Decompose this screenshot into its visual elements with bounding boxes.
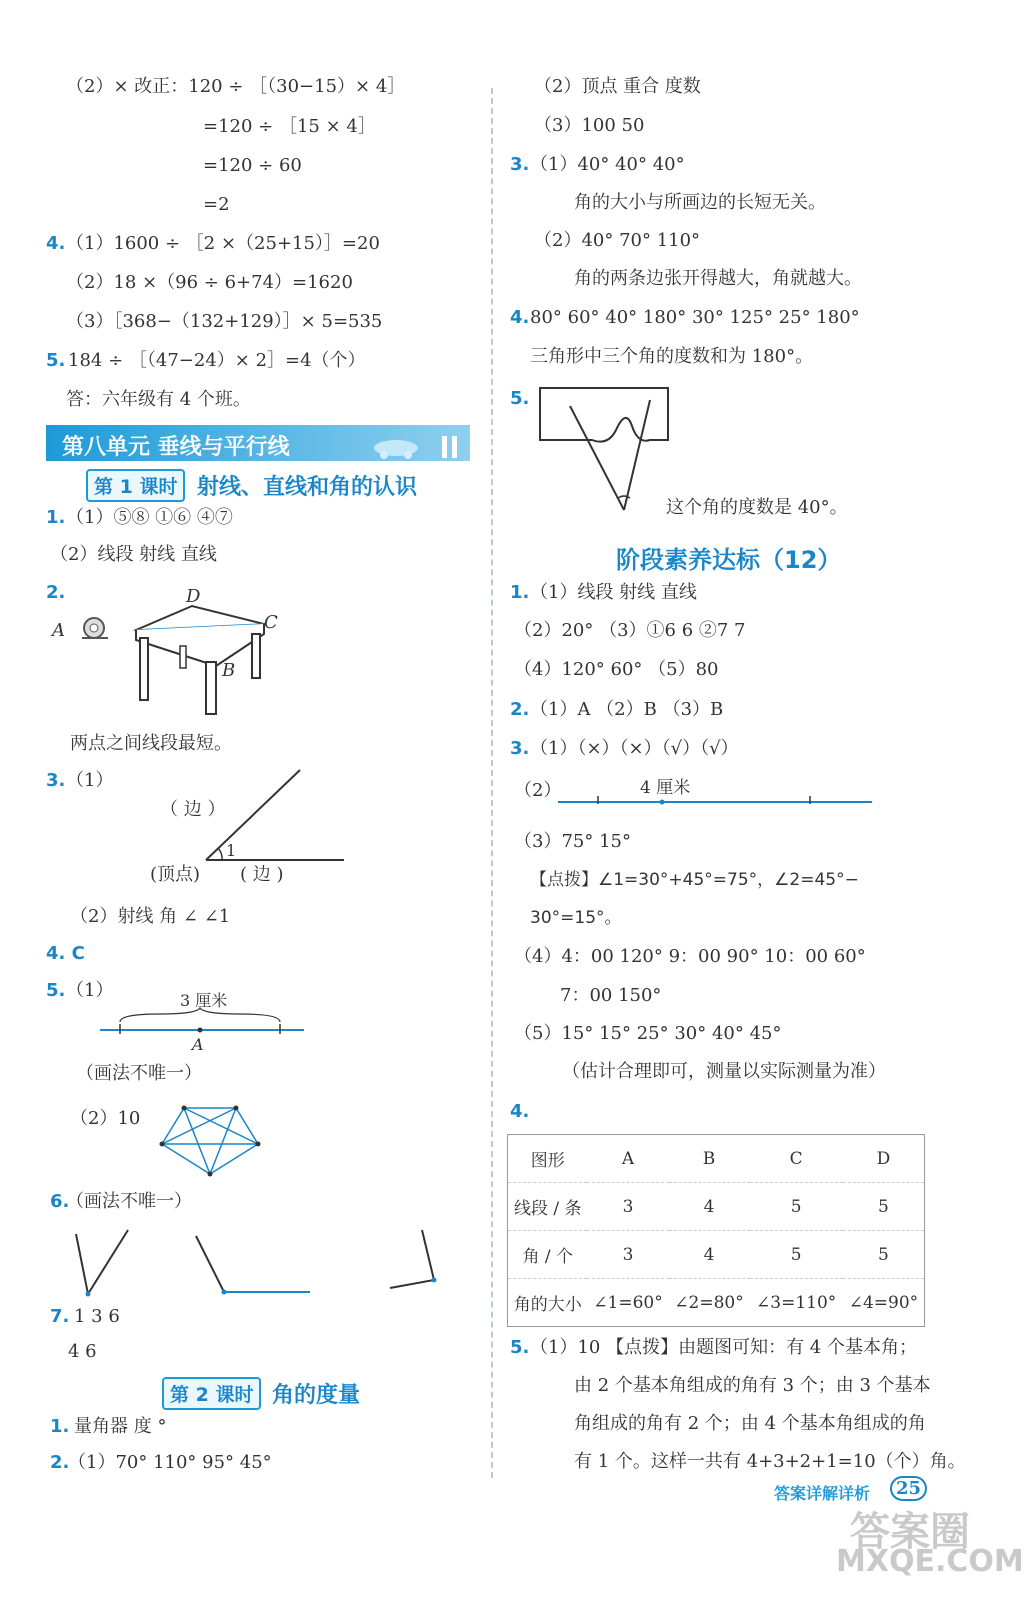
table-cell: ∠2=80° — [669, 1279, 750, 1327]
a3-3: （3）75° 15° — [514, 831, 631, 852]
s7-2: 4 6 — [68, 1341, 97, 1362]
q5-1: 184 ÷ ［（47−24）× 2］=4（个） — [68, 350, 366, 371]
q4-2: （2）18 ×（96 ÷ 6+74）=1620 — [66, 272, 353, 293]
s2-label-c: C — [264, 612, 278, 633]
s1-2: （2）线段 射线 直线 — [50, 544, 217, 565]
s3-vertex: (顶点) — [150, 864, 201, 885]
table-header-cell: 图形 — [508, 1135, 588, 1183]
pentagon-figure — [160, 1104, 264, 1178]
q5-number: 5. — [46, 350, 66, 371]
angles-figure — [70, 1226, 442, 1298]
r4-1: 80° 60° 40° 180° 30° 125° 25° 180° — [530, 307, 860, 328]
ruler-segment — [556, 796, 876, 808]
s6-note: （画法不唯一） — [66, 1191, 192, 1212]
a3-7: （估计合理即可，测量以实际测量为准） — [562, 1061, 886, 1082]
s7-number: 7. — [50, 1306, 70, 1327]
table-cell: ∠1=60° — [587, 1279, 668, 1327]
s5-point-a: A — [192, 1035, 204, 1054]
r2-2: （2）顶点 重合 度数 — [534, 76, 701, 97]
a5-4: 有 1 个。这样一共有 4+3+2+1=10（个）角。 — [574, 1451, 966, 1472]
s1-1: （1）⑤⑧ ①⑥ ④⑦ — [66, 507, 233, 528]
s1-number: 1. — [46, 507, 66, 528]
r4-number: 4. — [510, 307, 530, 328]
lesson2-badge: 第 2 课时 — [162, 1377, 261, 1410]
table-cell: 3 — [587, 1183, 668, 1231]
table-row — [508, 1183, 925, 1231]
a1-number: 1. — [510, 582, 530, 603]
s3-2: （2）射线 角 ∠ ∠1 — [70, 906, 231, 927]
table-cell: ∠3=110° — [750, 1279, 843, 1327]
car-icon — [366, 434, 466, 460]
a2-number: 2. — [510, 699, 530, 720]
table-header-row — [508, 1135, 925, 1183]
r5-number: 5. — [510, 388, 530, 409]
r3-2: 角的大小与所画边的长短无关。 — [574, 192, 826, 213]
r5-answer: 这个角的度数是 40°。 — [666, 497, 848, 518]
s3-edge-bottom: ( 边 ) — [240, 864, 284, 885]
watermark-logo: 答案圈 — [850, 1509, 970, 1555]
a3-tip-2: 30°=15°。 — [530, 908, 622, 928]
a3-4: （4）4：00 120° 9：00 90° 10：00 60° — [514, 946, 866, 967]
s2-label-d: D — [186, 586, 201, 607]
q4-1: （1）1600 ÷ ［2 ×（25+15）］=20 — [66, 233, 380, 254]
table-header-cell: B — [669, 1135, 750, 1183]
lesson1-title: 射线、直线和角的认识 — [197, 475, 418, 500]
a3-length-label: 4 厘米 — [640, 778, 691, 798]
table-figure — [74, 586, 284, 716]
a3-2: （2） — [514, 780, 562, 801]
r3-4: 角的两条边张开得越大，角就越大。 — [574, 268, 862, 289]
r3-1: （1）40° 40° 40° — [530, 154, 685, 175]
s5-length-label: 3 厘米 — [180, 991, 228, 1010]
lesson2-title: 角的度量 — [272, 1383, 361, 1408]
table-cell: 5 — [750, 1231, 843, 1279]
table-cell: 4 — [669, 1231, 750, 1279]
unit-title: 第八单元 垂线与平行线 — [62, 435, 290, 460]
a3-5: 7：00 150° — [560, 985, 662, 1006]
a3-number: 3. — [510, 738, 530, 759]
r2-3: （3）100 50 — [534, 115, 645, 136]
r3-number: 3. — [510, 154, 530, 175]
s3-edge-top: （ 边 ） — [160, 799, 226, 820]
t1-answer: 量角器 度 ° — [74, 1416, 167, 1437]
table-cell: ∠4=90° — [843, 1279, 925, 1327]
torn-angle-figure — [538, 386, 672, 514]
q3-2-step3: =2 — [203, 194, 230, 215]
s5-2: （2）10 — [70, 1108, 141, 1129]
s4-answer: 4. C — [46, 943, 85, 964]
t1-number: 1. — [50, 1416, 70, 1437]
snail-icon — [82, 618, 108, 638]
table-cell: 3 — [587, 1231, 668, 1279]
a5-2: 由 2 个基本角组成的角有 3 个；由 3 个基本 — [574, 1375, 931, 1396]
s7-1: 1 3 6 — [74, 1306, 120, 1327]
table-cell: 5 — [750, 1183, 843, 1231]
q3-2-step2: =120 ÷ 60 — [203, 155, 302, 176]
page-number: 25 — [890, 1476, 927, 1501]
a1-2: （2）20° （3）①6 6 ②7 7 — [514, 620, 746, 641]
a3-6: （5）15° 15° 25° 30° 40° 45° — [514, 1023, 782, 1044]
s5-number: 5. — [46, 980, 66, 1001]
section-title: 阶段素养达标（12） — [616, 546, 842, 574]
s3-angle-label: 1 — [226, 841, 237, 860]
a5-1: （1）10 【点拨】由题图可知：有 4 个基本角； — [530, 1337, 917, 1358]
a3-1: （1）（×）（×）（√）（√） — [530, 738, 739, 759]
s3-number: 3. — [46, 770, 66, 791]
s5-note: （画法不唯一） — [76, 1063, 202, 1084]
a1-3: （4）120° 60° （5）80 — [514, 659, 719, 680]
s5-1: （1） — [66, 980, 114, 1001]
table-cell: 角的大小 — [508, 1279, 588, 1327]
lesson1-badge: 第 1 课时 — [86, 469, 185, 502]
r4-2: 三角形中三个角的度数和为 180°。 — [530, 346, 814, 367]
a2-answer: （1）A （2）B （3）B — [530, 699, 724, 720]
t2-answer: （1）70° 110° 95° 45° — [68, 1452, 272, 1473]
q3-2-line: （2）× 改正：120 ÷ ［（30−15）× 4］ — [66, 76, 406, 97]
s2-label-a: A — [52, 620, 65, 641]
table-row — [508, 1279, 925, 1327]
table-cell: 5 — [843, 1231, 925, 1279]
table-cell: 5 — [843, 1183, 925, 1231]
s6-number: 6. — [50, 1191, 70, 1212]
a5-3: 角组成的角有 2 个；由 4 个基本角组成的角 — [574, 1413, 926, 1434]
r3-3: （2）40° 70° 110° — [534, 230, 701, 251]
a3-tip-1: 【点拨】∠1=30°+45°=75°，∠2=45°− — [530, 870, 859, 890]
table-header-cell: A — [587, 1135, 668, 1183]
q4-number: 4. — [46, 233, 66, 254]
s3-1: （1） — [66, 770, 114, 791]
q4-3: （3）［368−（132+129）］× 5=535 — [66, 311, 383, 332]
a1-1: （1）线段 射线 直线 — [530, 582, 697, 603]
table-header-cell: C — [750, 1135, 843, 1183]
shape-table — [507, 1134, 925, 1327]
table-cell: 4 — [669, 1183, 750, 1231]
s2-number: 2. — [46, 582, 66, 603]
a4-number: 4. — [510, 1101, 530, 1122]
watermark-url: MXQE.COM — [836, 1544, 1024, 1579]
a5-number: 5. — [510, 1337, 530, 1358]
s2-label-b: B — [222, 660, 236, 681]
s2-answer: 两点之间线段最短。 — [70, 733, 232, 754]
t2-number: 2. — [50, 1452, 70, 1473]
q5-2: 答：六年级有 4 个班。 — [66, 389, 251, 410]
table-header-cell: D — [843, 1135, 925, 1183]
column-divider — [491, 88, 493, 1478]
q3-2-step1: =120 ÷ ［15 × 4］ — [203, 116, 376, 137]
footer-label: 答案详解详析 — [774, 1484, 871, 1503]
table-cell: 角 / 个 — [508, 1231, 588, 1279]
table-cell: 线段 / 条 — [508, 1183, 588, 1231]
table-row — [508, 1231, 925, 1279]
